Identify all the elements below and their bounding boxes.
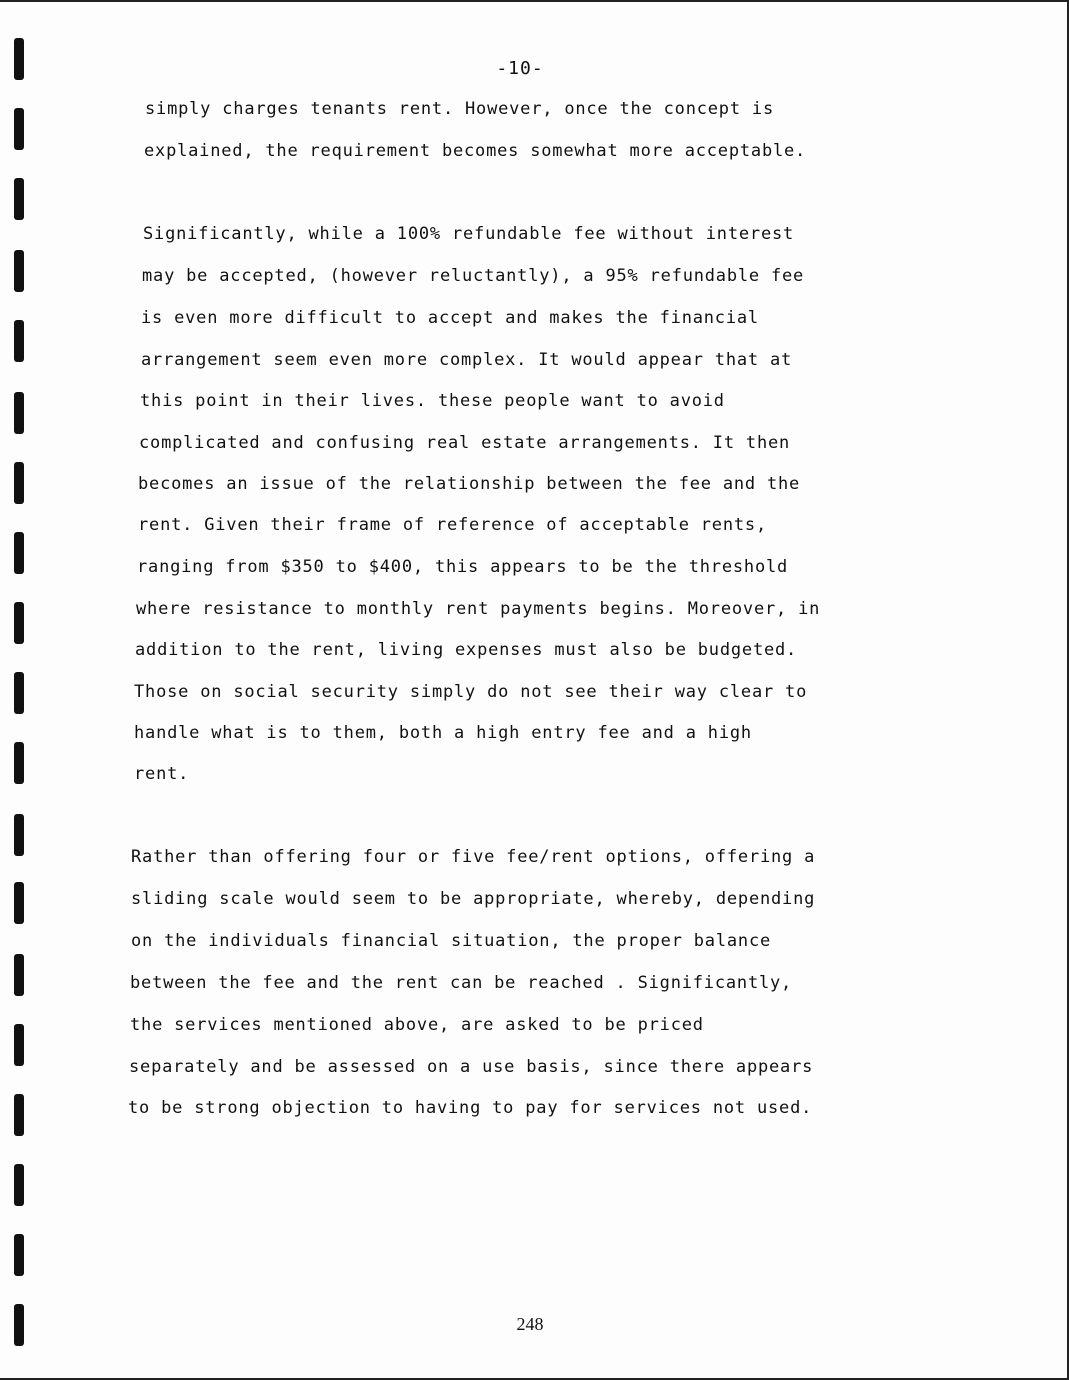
binder-hole-mark <box>14 1024 24 1066</box>
binder-hole-mark <box>14 392 24 434</box>
text-line: may be accepted, (however reluctantly), a 95% refundable fee <box>142 266 805 286</box>
text-line: simply charges tenants rent. However, once the concept is <box>145 99 774 119</box>
text-line: arrangement seem even more complex. It would appear that at <box>141 350 793 370</box>
binder-hole-mark <box>14 178 24 220</box>
text-line: Significantly, while a 100% refundable fee without interest <box>143 224 795 244</box>
page-header: -10- <box>496 58 544 79</box>
text-line: sliding scale would seem to be appropriate, whereby, depending <box>131 889 816 909</box>
text-line: handle what is to them, both a high entry fee and a high <box>134 723 752 743</box>
binder-hole-mark <box>14 1164 24 1206</box>
text-line: this point in their lives. these people want to avoid <box>140 391 725 411</box>
binder-hole-mark <box>14 532 24 574</box>
binder-hole-mark <box>14 742 24 784</box>
text-line: rent. Given their frame of reference of acceptable rents, <box>138 515 767 535</box>
binder-hole-mark <box>14 1094 24 1136</box>
binder-hole-mark <box>14 954 24 996</box>
page-number: 248 <box>516 1314 544 1334</box>
text-line: rent. <box>134 764 190 784</box>
text-line: separately and be assessed on a use basis, since there appears <box>129 1057 814 1077</box>
text-line: to be strong objection to having to pay for services not used. <box>128 1098 813 1118</box>
binder-hole-mark <box>14 1234 24 1276</box>
text-line: complicated and confusing real estate arrangements. It then <box>139 433 791 453</box>
text-line: is even more difficult to accept and makes the financial <box>141 308 759 328</box>
text-line: where resistance to monthly rent payments begins. Moreover, in <box>136 599 821 619</box>
text-line: explained, the requirement becomes somewhat more acceptable. <box>144 141 807 161</box>
text-line: becomes an issue of the relationship between the fee and the <box>138 474 801 494</box>
binder-hole-mark <box>14 462 24 504</box>
text-line: Those on social security simply do not see their way clear to <box>134 682 808 702</box>
text-line: on the individuals financial situation, the proper balance <box>131 931 772 951</box>
binder-hole-mark <box>14 672 24 714</box>
text-line: Rather than offering four or five fee/rent options, offering a <box>131 847 816 867</box>
binder-hole-mark <box>14 814 24 856</box>
text-line: addition to the rent, living expenses must also be budgeted. <box>135 640 798 660</box>
text-line: between the fee and the rent can be reached . Significantly, <box>130 973 793 993</box>
text-line: ranging from $350 to $400, this appears to be the threshold <box>137 557 789 577</box>
binder-hole-mark <box>14 882 24 924</box>
text-line: the services mentioned above, are asked to be priced <box>130 1015 704 1035</box>
binder-hole-mark <box>14 602 24 644</box>
binder-hole-mark <box>14 320 24 362</box>
binder-hole-mark <box>14 250 24 292</box>
binder-hole-mark <box>14 108 24 150</box>
